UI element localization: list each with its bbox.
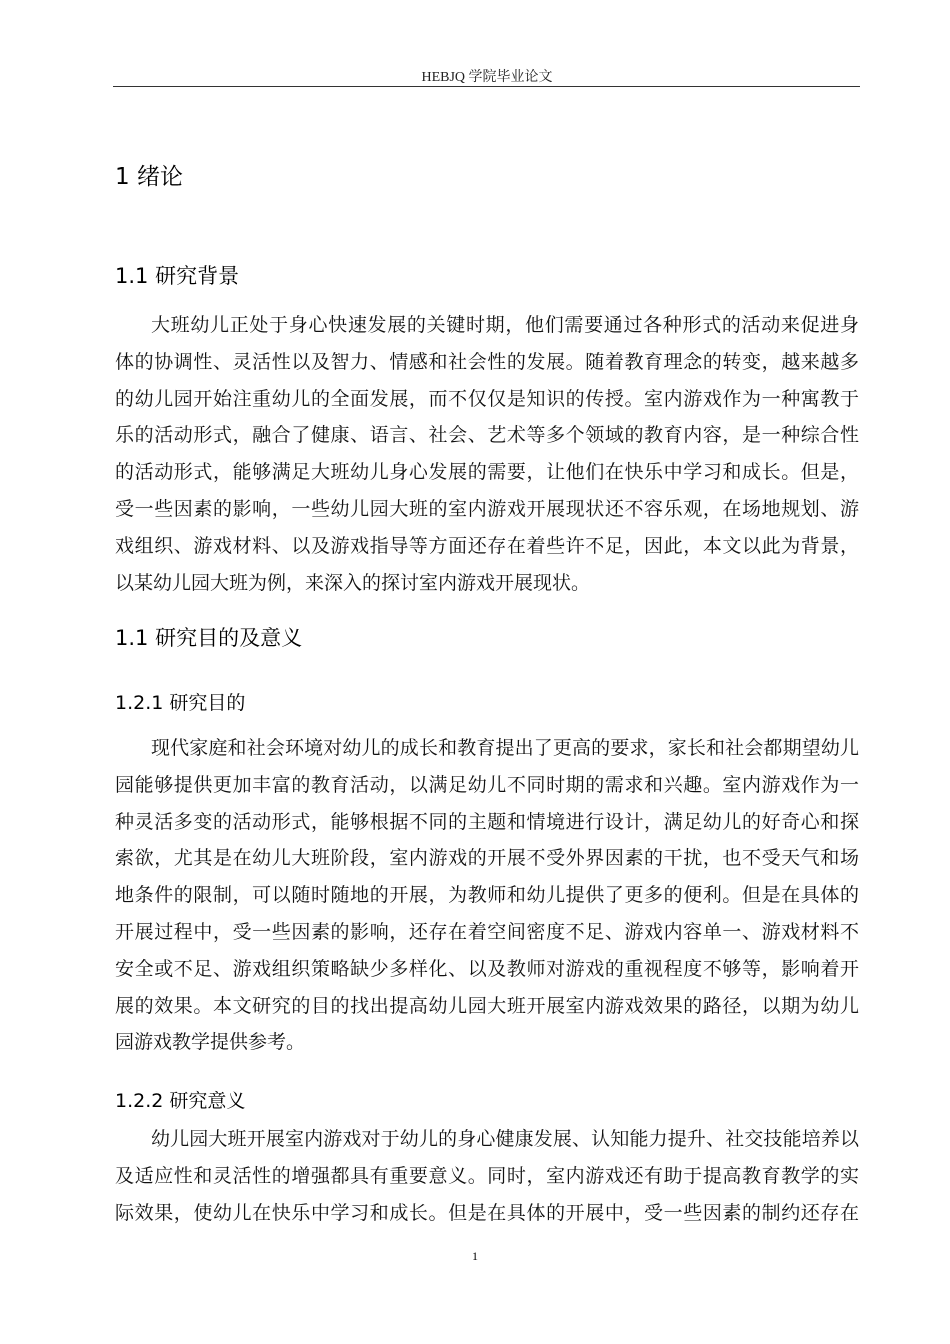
- text-line: 以某幼儿园大班为例，来深入的探讨室内游戏开展现状。: [115, 571, 591, 594]
- text-line: 的活动形式，能够满足大班幼儿身心发展的需要，让他们在快乐中学习和成长。但是，: [115, 461, 859, 484]
- text-line: 园游戏教学提供参考。: [115, 1031, 306, 1054]
- paragraph-background: [115, 307, 859, 601]
- text-line: 受一些因素的影响，一些幼儿园大班的室内游戏开展现状还不容乐观，在场地规划、游: [115, 497, 859, 520]
- text-line: 地条件的限制，可以随时随地的开展，为教师和幼儿提供了更多的便利。但是在具体的: [115, 884, 859, 907]
- page-number: 1: [472, 1249, 478, 1263]
- text-line: 际效果，使幼儿在快乐中学习和成长。但是在具体的开展中，受一些因素的制约还存在: [115, 1201, 859, 1224]
- section-heading-purpose-significance: 1.1 研究目的及意义: [115, 626, 303, 650]
- text-line: 乐的活动形式，融合了健康、语言、社会、艺术等多个领域的教育内容，是一种综合性: [115, 424, 859, 447]
- text-line: 展的效果。本文研究的目的找出提高幼儿园大班开展室内游戏效果的路径，以期为幼儿: [115, 994, 859, 1017]
- paragraph-significance: [115, 1121, 859, 1231]
- header-divider: [113, 86, 860, 87]
- text-line: 安全或不足、游戏组织策略缺少多样化、以及教师对游戏的重视程度不够等，影响着开: [115, 957, 859, 980]
- text-line: 大班幼儿正处于身心快速发展的关键时期，他们需要通过各种形式的活动来促进身: [151, 314, 859, 336]
- text-line: 种灵活多变的活动形式，能够根据不同的主题和情境进行设计，满足幼儿的好奇心和探: [115, 810, 859, 833]
- subsection-heading-purpose: 1.2.1 研究目的: [115, 692, 246, 714]
- text-line: 开展过程中，受一些因素的影响，还存在着空间密度不足、游戏内容单一、游戏材料不: [115, 920, 859, 943]
- text-line: 园能够提供更加丰富的教育活动，以满足幼儿不同时期的需求和兴趣。室内游戏作为一: [115, 773, 859, 796]
- text-line: 现代家庭和社会环境对幼儿的成长和教育提出了更高的要求，家长和社会都期望幼儿: [151, 737, 859, 759]
- paragraph-purpose: [115, 730, 859, 1061]
- text-line: 戏组织、游戏材料、以及游戏指导等方面还存在着些许不足，因此，本文以此为背景，: [115, 534, 859, 557]
- running-header: HEBJQ 学院毕业论文: [421, 70, 553, 85]
- text-line: 体的协调性、灵活性以及智力、情感和社会性的发展。随着教育理念的转变，越来越多: [115, 350, 859, 373]
- section-heading-background: 1.1 研究背景: [115, 264, 240, 288]
- text-line: 的幼儿园开始注重幼儿的全面发展，而不仅仅是知识的传授。室内游戏作为一种寓教于: [115, 387, 859, 410]
- text-line: 索欲，尤其是在幼儿大班阶段，室内游戏的开展不受外界因素的干扰，也不受天气和场: [115, 847, 859, 870]
- chapter-title: 1 绪论: [115, 164, 183, 190]
- text-line: 及适应性和灵活性的增强都具有重要意义。同时，室内游戏还有助于提高教育教学的实: [115, 1164, 859, 1187]
- subsection-heading-significance: 1.2.2 研究意义: [115, 1090, 246, 1112]
- text-line: 幼儿园大班开展室内游戏对于幼儿的身心健康发展、认知能力提升、社交技能培养以: [151, 1128, 859, 1150]
